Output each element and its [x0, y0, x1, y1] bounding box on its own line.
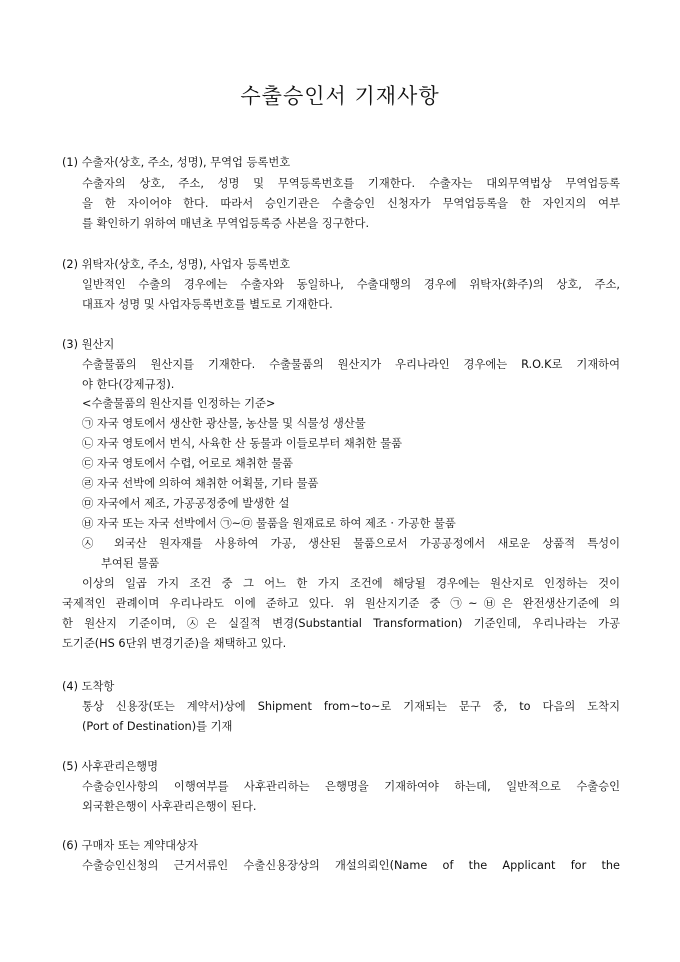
- origin-criteria-item-cont: 부여된 물품: [101, 557, 160, 570]
- origin-criteria-item: ㉡ 자국 영토에서 번식, 사육한 산 동물과 이들로부터 채취한 물품: [82, 437, 403, 450]
- section-3-line-2: 야 한다(강제규정).: [82, 378, 175, 391]
- origin-criteria-title: <수출물품의 원산지를 인정하는 기준>: [82, 397, 276, 410]
- section-1-line-1: 수출자의 상호, 주소, 성명 및 무역등록번호를 기재한다. 수출자는 대외무역법상 무역업등록: [82, 177, 620, 190]
- section-2-line-2: 대표자 성명 및 사업자등록번호를 별도로 기재한다.: [82, 298, 333, 311]
- section-3-para-line: 이상의 일곱 가지 조건 중 그 어느 한 가지 조건에 해당될 경우에는 원산지로 인정하는 것이: [82, 577, 620, 590]
- origin-criteria-item: ㉦ 외국산 원자재를 사용하여 가공, 생산된 물품으로서 가공공정에서 새로운 상품적 특성이: [82, 537, 620, 550]
- section-1-line-3: 를 확인하기 위하여 매년초 무역업등록증 사본을 징구한다.: [82, 217, 370, 230]
- section-3-para-line: 국제적인 관례이며 우리나라도 이에 준하고 있다. 위 원산지기준 중 ㉠~㉥은 완전생산기준에 의: [62, 597, 620, 610]
- section-3-para-line: 한 원산지 기준이며, ㉦은 실질적 변경(Substantial Transformation) 기준인데, 우리나라는 가공: [62, 617, 620, 630]
- section-3-para-line: 도기준(HS 6단위 변경기준)을 채택하고 있다.: [62, 637, 287, 650]
- section-4-heading: (4) 도착항: [62, 680, 115, 693]
- section-3-line-1: 수출물품의 원산지를 기재한다. 수출물품의 원산지가 우리나라인 경우에는 R.O.K로 기재하여: [82, 358, 620, 371]
- origin-criteria-item: ㉥ 자국 또는 자국 선박에서 ㉠~㉤ 물품을 원재료로 하여 제조 · 가공한 물품: [82, 517, 456, 530]
- section-6-line-1: 수출승인신청의 근거서류인 수출신용장상의 개설의뢰인(Name of the Applicant for the: [82, 859, 620, 872]
- origin-criteria-item: ㉠ 자국 영토에서 생산한 광산물, 농산물 및 식물성 생산물: [82, 417, 366, 430]
- origin-criteria-item: ㉤ 자국에서 제조, 가공공정중에 발생한 설: [82, 497, 290, 510]
- section-1-line-2: 을 한 자이어야 한다. 따라서 승인기관은 수출승인 신청자가 무역업등록을 한 자인지의 여부: [82, 197, 620, 210]
- section-3-heading: (3) 원산지: [62, 338, 115, 351]
- section-6-heading: (6) 구매자 또는 계약대상자: [62, 839, 198, 852]
- section-5-line-1: 수출승인사항의 이행여부를 사후관리하는 은행명을 기재하여야 하는데, 일반적으로 수출승인: [82, 780, 620, 793]
- origin-criteria-item: ㉢ 자국 영토에서 수렵, 어로로 채취한 물품: [82, 457, 294, 470]
- page-title: 수출승인서 기재사항: [240, 84, 440, 108]
- section-4-line-2: (Port of Destination)를 기재: [82, 720, 233, 733]
- section-5-line-2: 외국환은행이 사후관리은행이 된다.: [82, 800, 257, 813]
- section-2-line-1: 일반적인 수출의 경우에는 수출자와 동일하나, 수출대행의 경우에 위탁자(화주)의 상호, 주소,: [82, 278, 620, 291]
- section-5-heading: (5) 사후관리은행명: [62, 760, 158, 773]
- section-2-heading: (2) 위탁자(상호, 주소, 성명), 사업자 등록번호: [62, 258, 291, 271]
- section-4-line-1: 통상 신용장(또는 계약서)상에 Shipment from~to~로 기재되는 문구 중, to 다음의 도착지: [82, 700, 620, 713]
- section-1-heading: (1) 수출자(상호, 주소, 성명), 무역업 등록번호: [62, 156, 291, 169]
- origin-criteria-item: ㉣ 자국 선박에 의하여 채취한 어획물, 기타 물품: [82, 477, 319, 490]
